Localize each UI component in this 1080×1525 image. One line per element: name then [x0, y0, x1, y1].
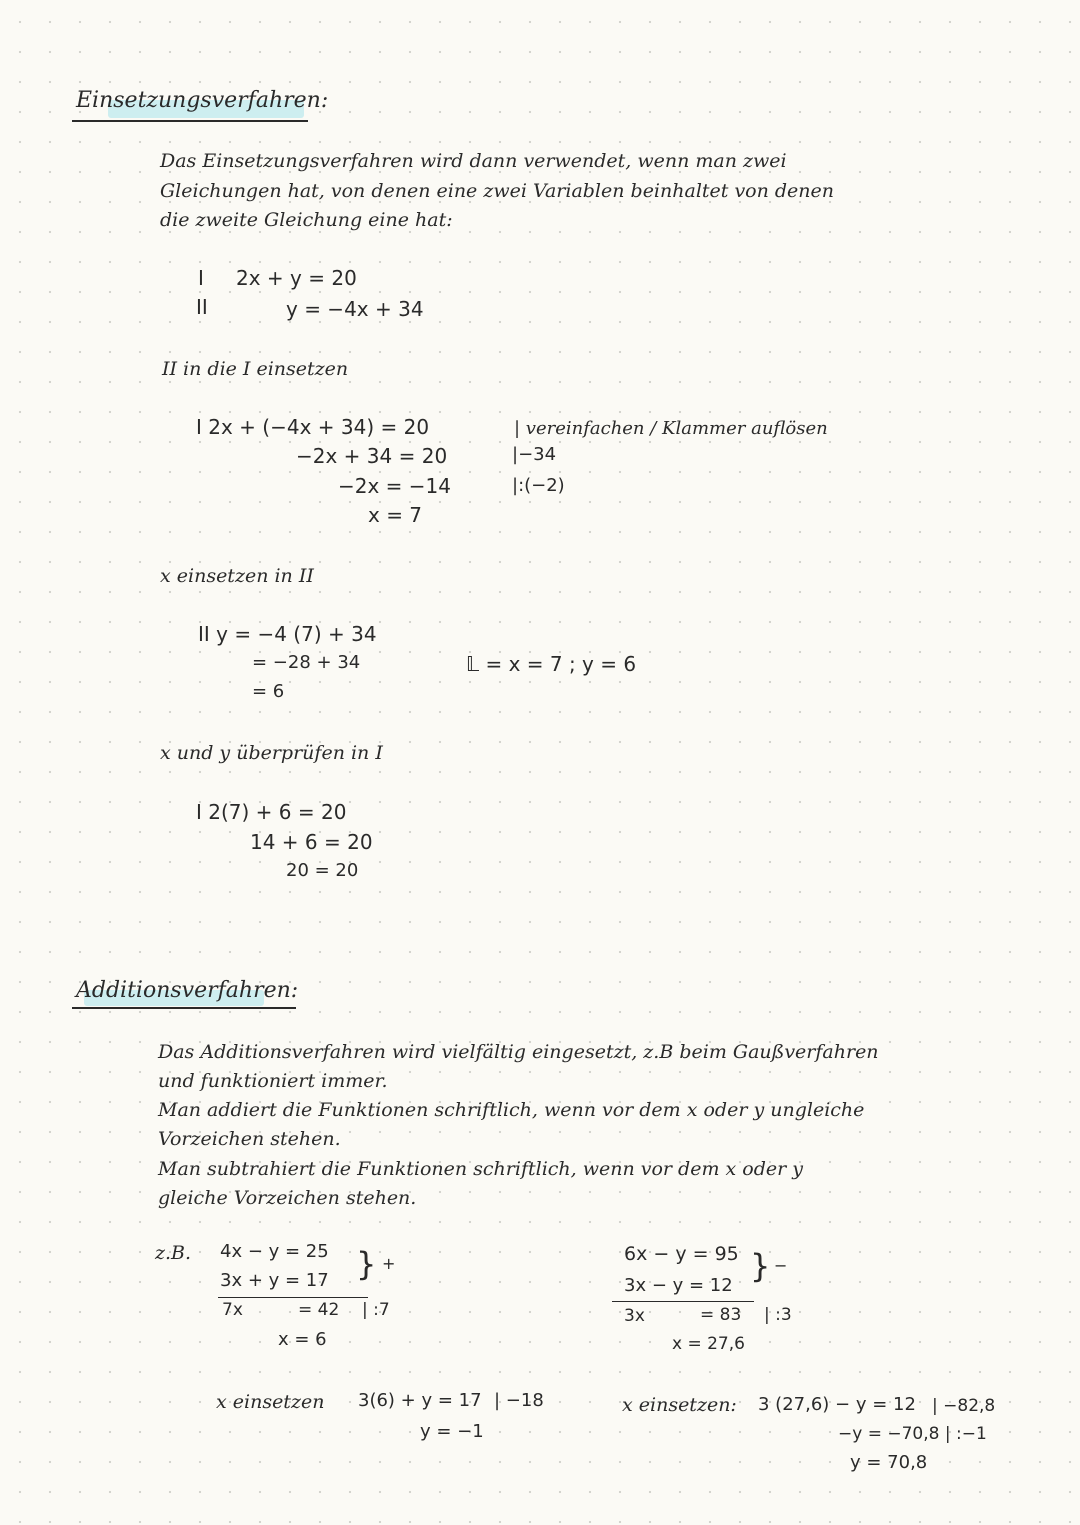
intro-line-3: die zweite Gleichung eine hat:: [160, 209, 453, 231]
right-sub-equation: 3 (27,6) − y = 12: [758, 1394, 916, 1415]
add-intro-line-4: Vorzeichen stehen.: [158, 1128, 341, 1150]
left-y-result: y = −1: [420, 1421, 484, 1442]
check-line-1: I 2(7) + 6 = 20: [196, 800, 347, 824]
step1-line-2: −2x + 34 = 20: [296, 444, 448, 468]
check-line-2: 14 + 6 = 20: [250, 830, 373, 854]
right-operator: −: [774, 1256, 788, 1275]
right-equation-1: 6x − y = 95: [624, 1243, 739, 1265]
left-sub-label: x einsetzen: [216, 1391, 325, 1413]
left-result: x = 6: [278, 1329, 327, 1350]
check-line-3: 20 = 20: [286, 860, 359, 881]
left-sub-equation: 3(6) + y = 17: [358, 1390, 482, 1411]
left-operator: +: [382, 1254, 396, 1273]
add-intro-line-6: gleiche Vorzeichen stehen.: [158, 1187, 417, 1209]
equation-2: y = −4x + 34: [286, 297, 424, 321]
equation-1: 2x + y = 20: [236, 266, 357, 290]
step1-note-1: | vereinfachen / Klammer auflösen: [514, 418, 828, 439]
equation-label-2: II: [196, 295, 208, 319]
step2-line-1: II y = −4 (7) + 34: [198, 622, 377, 646]
right-y-result: y = 70,8: [850, 1452, 928, 1473]
intro-line-1: Das Einsetzungsverfahren wird dann verwendet, wenn man zwei: [160, 150, 787, 172]
step2-line-2: = −28 + 34: [252, 652, 361, 673]
step2-line-3: = 6: [252, 681, 285, 702]
solution-set: 𝕃 = x = 7 ; y = 6: [466, 652, 637, 676]
right-sum-x: 3x: [624, 1306, 645, 1326]
right-brace: }: [750, 1247, 771, 1285]
add-intro-line-1: Das Additionsverfahren wird vielfältig eingesetzt, z.B beim Gaußverfahren: [158, 1041, 879, 1063]
left-equation-2: 3x + y = 17: [220, 1270, 329, 1291]
step-x-insert-text: x einsetzen in II: [160, 565, 314, 587]
section-heading-additionsverfahren: Additionsverfahren:: [76, 978, 299, 1003]
equation-label-1: I: [198, 266, 204, 290]
section-heading-einsetzungsverfahren: Einsetzungsverfahren:: [76, 88, 329, 113]
step-check-text: x und y überprüfen in I: [160, 742, 383, 764]
step1-line-3: −2x = −14: [338, 474, 451, 498]
example-label: z.B.: [155, 1242, 192, 1264]
right-equation-2: 3x − y = 12: [624, 1275, 733, 1296]
left-brace: }: [356, 1245, 377, 1283]
heading-underline: [72, 1007, 296, 1009]
right-sum-note: | :3: [764, 1305, 792, 1325]
left-sub-note: | −18: [494, 1390, 544, 1411]
right-sum-rule: [612, 1301, 754, 1302]
right-sub-label: x einsetzen:: [622, 1394, 737, 1416]
left-equation-1: 4x − y = 25: [220, 1241, 329, 1262]
add-intro-line-5: Man subtrahiert die Funktionen schriftlich, wenn vor dem x oder y: [158, 1158, 803, 1180]
add-intro-line-2: und funktioniert immer.: [158, 1070, 388, 1092]
left-sum-note: | :7: [362, 1300, 390, 1320]
left-sum-rule: [218, 1297, 368, 1298]
step1-line-4: x = 7: [368, 503, 423, 527]
left-sum-rhs: = 42: [298, 1300, 340, 1320]
right-result: x = 27,6: [672, 1334, 745, 1354]
step1-note-3: |:(−2): [512, 475, 565, 496]
step1-note-2: |−34: [512, 444, 557, 465]
intro-line-2: Gleichungen hat, von denen eine zwei Variablen beinhaltet von denen: [160, 180, 835, 202]
right-sum-rhs: = 83: [700, 1305, 742, 1325]
right-step: −y = −70,8 | :−1: [838, 1424, 987, 1444]
right-sub-note: | −82,8: [932, 1396, 996, 1416]
add-intro-line-3: Man addiert die Funktionen schriftlich, wenn vor dem x oder y ungleiche: [158, 1099, 865, 1121]
step-insert-text: II in die I einsetzen: [162, 358, 349, 380]
heading-underline: [72, 120, 308, 122]
left-sum-x: 7x: [222, 1300, 243, 1320]
step1-line-1: I 2x + (−4x + 34) = 20: [196, 415, 430, 439]
